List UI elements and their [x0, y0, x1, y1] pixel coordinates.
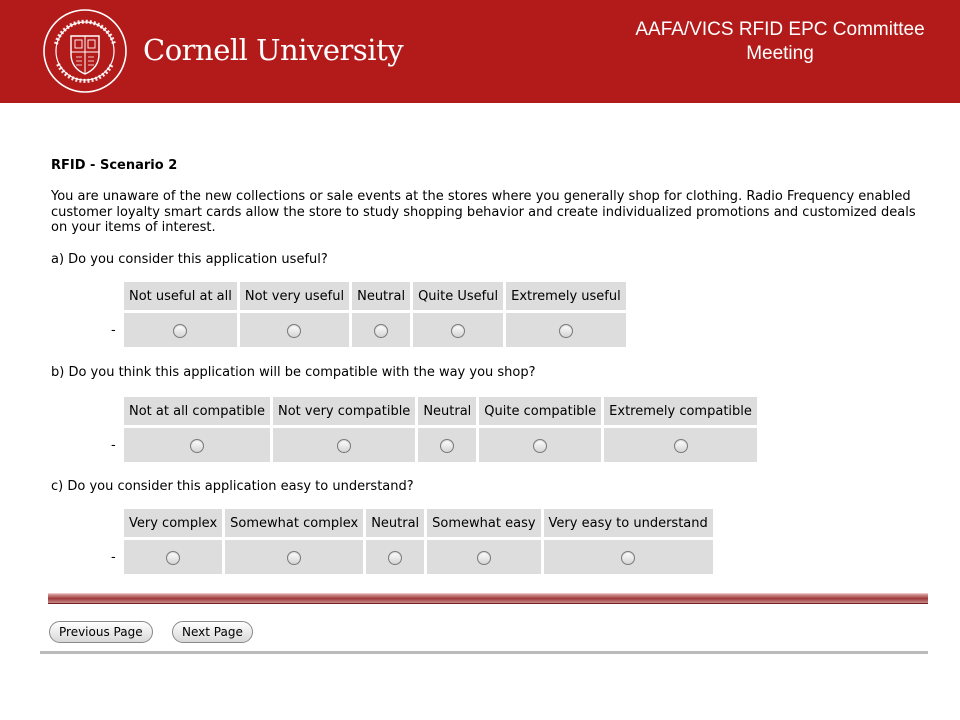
radio-cell	[124, 428, 270, 462]
option-header: Extremely compatible	[604, 397, 757, 425]
header-spacer	[109, 397, 121, 425]
meeting-title-line2: Meeting	[746, 43, 814, 64]
header-spacer	[109, 509, 121, 537]
radio-cell	[604, 428, 757, 462]
option-header: Not at all compatible	[124, 397, 270, 425]
row-label: -	[111, 322, 116, 338]
previous-page-button[interactable]: Previous Page	[49, 621, 153, 643]
option-header: Not very compatible	[273, 397, 415, 425]
radio-neutral-useful[interactable]	[374, 324, 388, 338]
option-header: Very complex	[124, 509, 222, 537]
radio-cell	[544, 540, 713, 574]
radio-cell	[413, 313, 503, 347]
footer-divider	[40, 651, 928, 654]
radio-very-easy-to-understand[interactable]	[621, 551, 635, 565]
radio-cell	[427, 540, 540, 574]
meeting-title-line1: AAFA/VICS RFID EPC Committee	[635, 19, 925, 40]
radio-not-very-compatible[interactable]	[337, 439, 351, 453]
radio-quite-compatible[interactable]	[533, 439, 547, 453]
scenario-description: You are unaware of the new collections or sale events at the stores where you generally shop for clothing. Radio Frequency enabled customer loyalty smart cards allow the store to study shopping behavior and create individualized promotions and customized deals on your items of interest.	[51, 189, 916, 235]
option-header: Somewhat easy	[427, 509, 540, 537]
option-header: Very easy to understand	[544, 509, 713, 537]
radio-very-complex[interactable]	[166, 551, 180, 565]
radio-not-useful-at-all[interactable]	[173, 324, 187, 338]
meeting-title	[600, 18, 960, 66]
radio-cell	[124, 540, 222, 574]
option-header: Not useful at all	[124, 282, 237, 310]
option-header: Not very useful	[240, 282, 349, 310]
cornell-seal-logo	[42, 8, 128, 94]
header-banner	[0, 0, 960, 103]
next-page-button[interactable]: Next Page	[172, 621, 253, 643]
question-a-scale	[106, 279, 629, 350]
radio-not-at-all-compatible[interactable]	[190, 439, 204, 453]
header-spacer	[109, 282, 121, 310]
radio-cell	[418, 428, 476, 462]
radio-cell	[479, 428, 601, 462]
row-label: -	[111, 549, 116, 565]
radio-cell	[366, 540, 424, 574]
radio-cell	[506, 313, 626, 347]
radio-cell	[240, 313, 349, 347]
radio-neutral-understand[interactable]	[388, 551, 402, 565]
radio-quite-useful[interactable]	[451, 324, 465, 338]
scenario-title: RFID - Scenario 2	[51, 158, 178, 173]
option-header: Somewhat complex	[225, 509, 363, 537]
university-name: Cornell University	[143, 33, 404, 67]
option-header: Quite Useful	[413, 282, 503, 310]
option-header: Neutral	[366, 509, 424, 537]
radio-extremely-useful[interactable]	[559, 324, 573, 338]
radio-neutral-compatible[interactable]	[440, 439, 454, 453]
radio-not-very-useful[interactable]	[287, 324, 301, 338]
question-c-scale	[106, 506, 716, 577]
radio-extremely-compatible[interactable]	[674, 439, 688, 453]
option-header: Neutral	[352, 282, 410, 310]
question-a-prompt: a) Do you consider this application useful?	[51, 252, 328, 267]
radio-cell	[273, 428, 415, 462]
question-c-prompt: c) Do you consider this application easy to understand?	[51, 479, 414, 494]
radio-cell	[225, 540, 363, 574]
radio-somewhat-complex[interactable]	[287, 551, 301, 565]
option-header: Quite compatible	[479, 397, 601, 425]
option-header: Extremely useful	[506, 282, 626, 310]
option-header: Neutral	[418, 397, 476, 425]
section-divider	[48, 593, 928, 604]
row-label: -	[111, 437, 116, 453]
radio-cell	[352, 313, 410, 347]
question-b-scale	[106, 394, 760, 465]
question-b-prompt: b) Do you think this application will be compatible with the way you shop?	[51, 365, 536, 380]
radio-somewhat-easy[interactable]	[477, 551, 491, 565]
radio-cell	[124, 313, 237, 347]
